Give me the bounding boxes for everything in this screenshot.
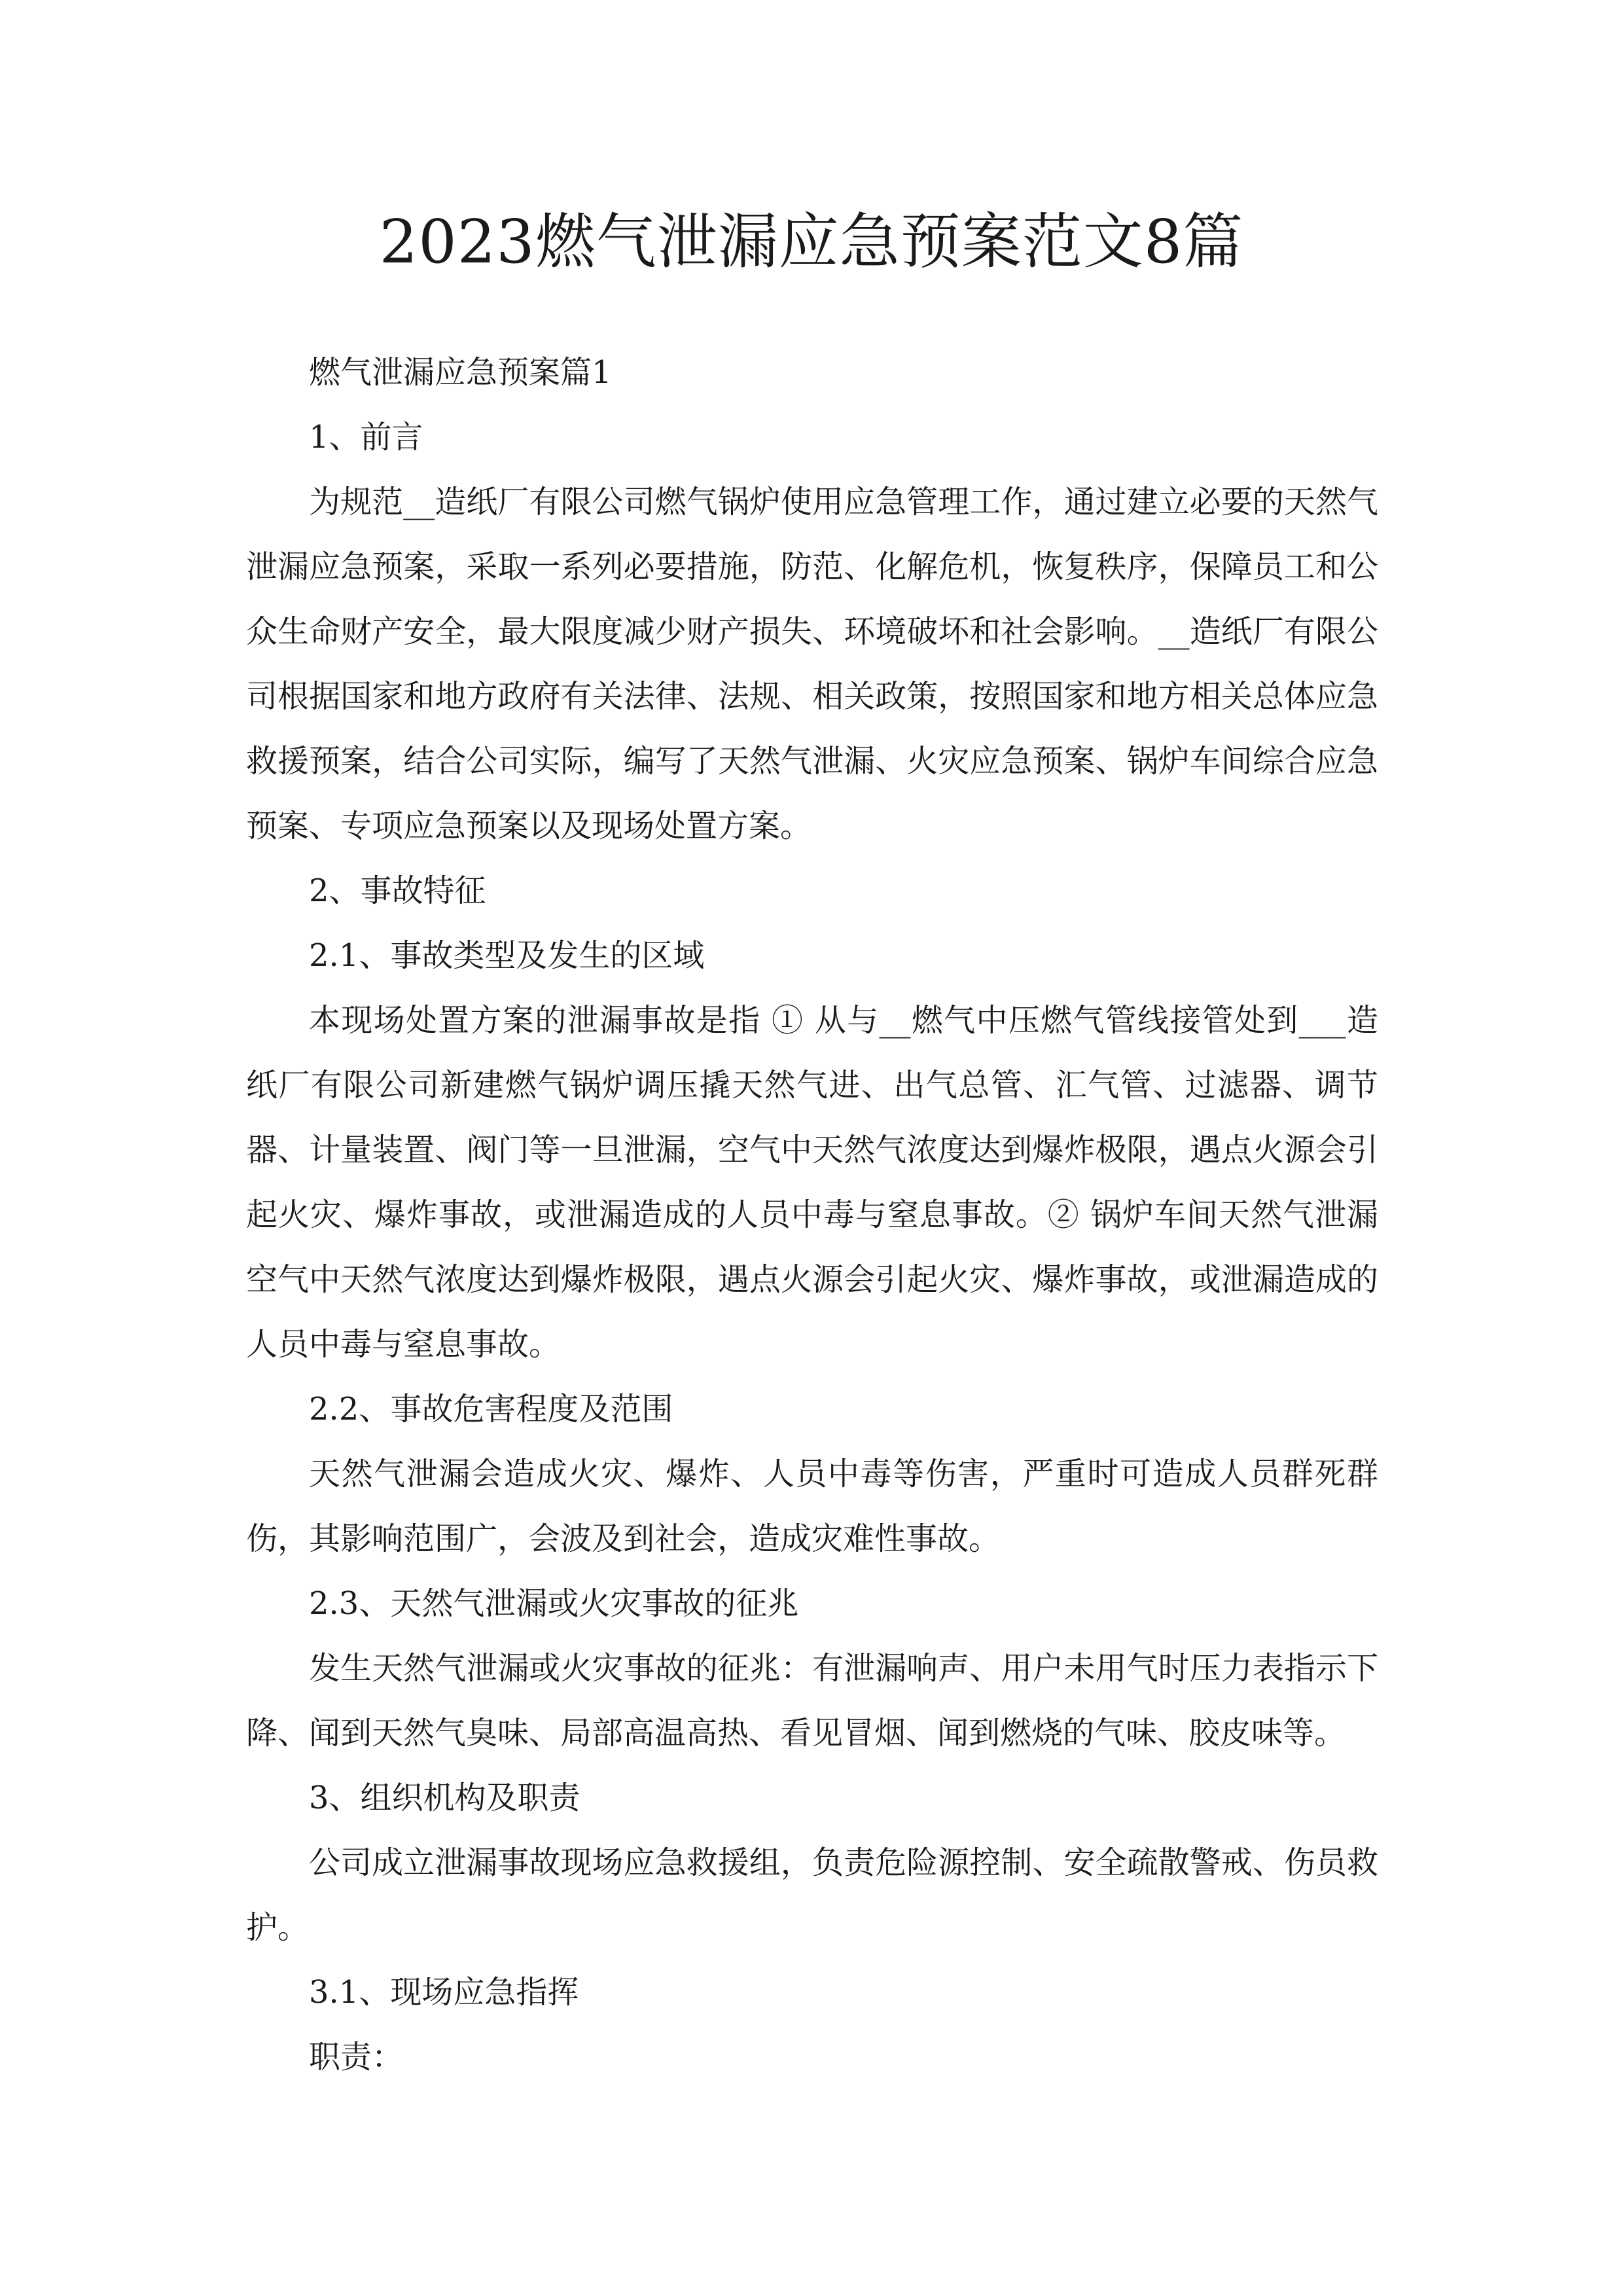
document-title: 2023燃气泄漏应急预案范文8篇 — [379, 207, 1244, 277]
paragraph-hazard-scope-body: 天然气泄漏会造成火灾、爆炸、人员中毒等伤害，严重时可造成人员群死群伤，其影响范围广，会波及到社会，造成灾难性事故。 — [246, 1456, 1378, 1557]
heading-preface: 1、前言 — [309, 419, 423, 456]
paragraph-preface-body: 为规范__造纸厂有限公司燃气锅炉使用应急管理工作，通过建立必要的天然气泄漏应急预案，采取一系列必要措施，防范、化解危机，恢复秩序，保障员工和公众生命财产安全，最大限度减少财产损失、环境破坏和社会影响。__造纸厂有限公司根据国家和地方政府有关法律、法规、相关政策，按照国家和地方相关总体应急救援预案，结合公司实际，编写了天然气泄漏、火灾应急预案、锅炉车间综合应急预案、专项应急预案以及现场处置方案。 — [246, 484, 1378, 844]
heading-onsite-command: 3.1、现场应急指挥 — [309, 1974, 579, 2011]
heading-warning-signs: 2.3、天然气泄漏或火灾事故的征兆 — [309, 1585, 799, 1622]
document-body — [246, 340, 1378, 2090]
label-duties: 职责： — [309, 2039, 404, 2075]
heading-hazard-scope: 2.2、事故危害程度及范围 — [309, 1391, 673, 1427]
heading-organization: 3、组织机构及职责 — [309, 1780, 580, 1816]
heading-accident-features: 2、事故特征 — [309, 872, 486, 909]
heading-accident-types: 2.1、事故类型及发生的区域 — [309, 937, 705, 974]
section-heading-part-1: 燃气泄漏应急预案篇1 — [309, 354, 612, 391]
paragraph-accident-types-body: 本现场处置方案的泄漏事故是指 ① 从与__燃气中压燃气管线接管处到___造纸厂有限公司新建燃气锅炉调压撬天然气进、出气总管、汇气管、过滤器、调节器、计量装置、阀门等一旦泄漏，空气中天然气浓度达到爆炸极限，遇点火源会引起火灾、爆炸事故，或泄漏造成的人员中毒与窒息事故。② 锅炉车间天然气泄漏空气中天然气浓度达到爆炸极限，遇点火源会引起火灾、爆炸事故，或泄漏造成的人员中毒与窒息事故。 — [246, 1002, 1378, 1363]
paragraph-organization-body: 公司成立泄漏事故现场应急救援组，负责危险源控制、安全疏散警戒、伤员救护。 — [246, 1844, 1378, 1946]
paragraph-warning-signs-body: 发生天然气泄漏或火灾事故的征兆：有泄漏响声、用户未用气时压力表指示下降、闻到天然气臭味、局部高温高热、看见冒烟、闻到燃烧的气味、胶皮味等。 — [246, 1650, 1378, 1751]
